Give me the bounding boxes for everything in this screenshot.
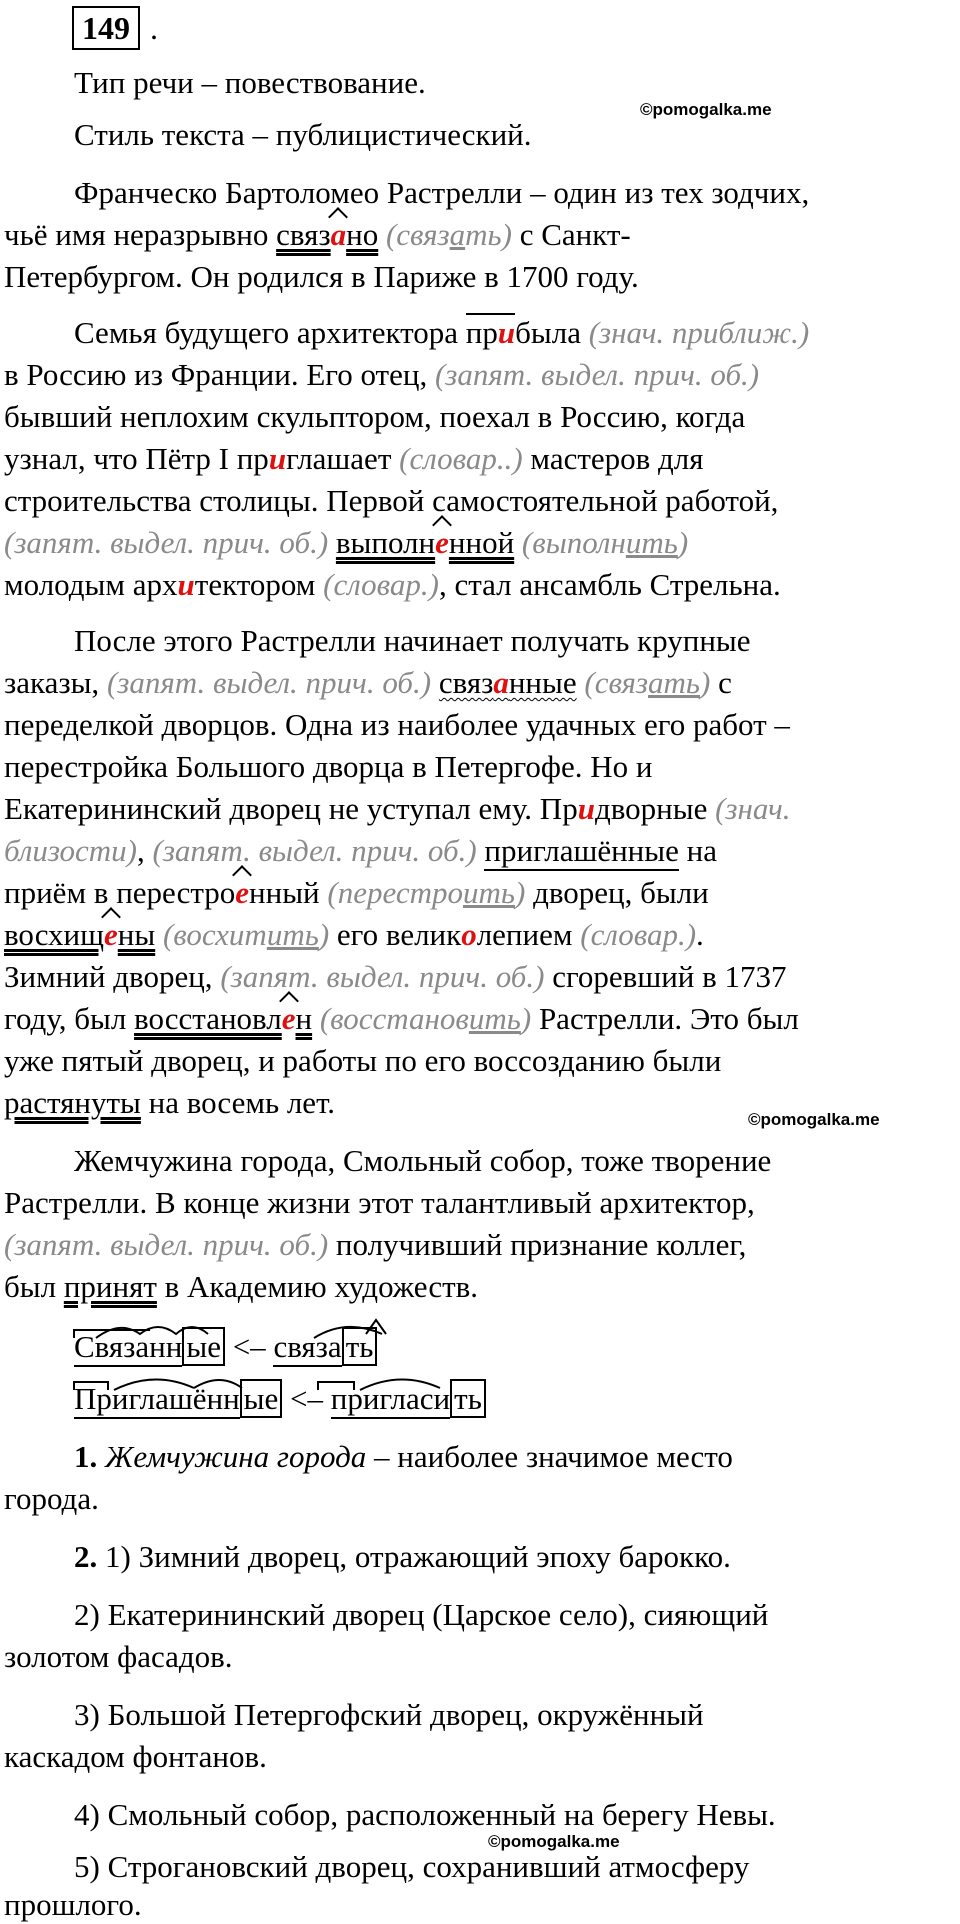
answer-number: 2. — [74, 1539, 98, 1574]
answer-2-item-2-line-1: 2) Екатерининский дворец (Царское село), сияющий — [74, 1597, 769, 1632]
text-segment: ) — [700, 665, 711, 700]
text-segment: была — [515, 315, 581, 350]
stressed-vowel: а — [330, 217, 347, 252]
text-segment: мастеров для — [522, 441, 704, 476]
stressed-vowel: и — [497, 315, 516, 350]
paragraph-4-line-1: Жемчужина города, Смольный собор, тоже творение — [74, 1143, 772, 1178]
answer-number: 1. — [74, 1439, 98, 1474]
answer-2-item-3-line-1: 3) Большой Петергофский дворец, окружённый — [74, 1697, 704, 1732]
text-segment: сгоревший в 1737 — [544, 959, 787, 994]
text-style-line: Стиль текста – публицистический. — [74, 117, 532, 152]
stressed-vowel: а — [493, 665, 509, 700]
text-segment: 1) Зимний дворец, отражающий эпоху барокко. — [97, 1539, 731, 1574]
paragraph-2-line-6 — [4, 524, 688, 562]
prefix-word — [466, 313, 515, 350]
text-segment: нные — [508, 665, 577, 700]
text-segment: ить — [468, 1001, 521, 1036]
text-segment: (выполн — [514, 525, 626, 560]
text-segment: ить — [462, 875, 515, 910]
morpheme-line-2 — [74, 1380, 486, 1418]
word-stem: Связанн — [74, 1329, 182, 1367]
word-stem: связа — [273, 1329, 341, 1367]
text-segment: но — [346, 217, 379, 252]
text-segment: заказы, — [4, 665, 107, 700]
text-segment: Зимний дворец, — [4, 959, 221, 994]
text-segment: чьё имя неразрывно — [4, 217, 277, 252]
paragraph-3-line-11: уже пятый дворец, и работы по его воссозданию были — [4, 1043, 722, 1078]
paragraph-3-line-6 — [4, 832, 717, 870]
text-segment: в Россию из Франции. Его отец, — [4, 357, 435, 392]
text-segment: Растрелли. Это был — [531, 1001, 799, 1036]
answer-1-line-2: города. — [4, 1481, 99, 1516]
text-segment: восстановл — [134, 1001, 282, 1036]
text-segment: дворец, были — [525, 875, 709, 910]
paragraph-3-line-3: переделкой дворцов. Одна из наиболее удачных его работ – — [4, 707, 790, 742]
text-segment: (восхит — [155, 917, 267, 952]
stressed-vowel: и — [177, 567, 195, 602]
text-segment: получивший признание коллег, — [328, 1227, 747, 1262]
answer-2-item-4: 4) Смольный собор, расположенный на берегу Невы. — [74, 1797, 776, 1832]
comment: (запят. выдел. прич. об.) — [4, 525, 329, 560]
participle-word — [439, 665, 577, 700]
comment: (словар..) — [399, 441, 523, 476]
comment — [320, 875, 526, 910]
answer-2-item-5-line-1: 5) Строгановский дворец, сохранивший атмосферу — [74, 1849, 750, 1884]
text-segment: а — [449, 217, 466, 252]
text-segment: Екатерининский дворец не уступал ему. Пр — [4, 791, 578, 826]
paragraph-3-line-7 — [4, 874, 709, 912]
text-segment: его велик — [329, 917, 462, 952]
text-segment: пр — [465, 315, 498, 350]
morpheme-line-1 — [74, 1328, 377, 1366]
text-segment: ть) — [465, 217, 512, 252]
paragraph-3-line-10 — [4, 1000, 799, 1038]
text-segment: связ — [276, 217, 331, 252]
word-ending: ть — [450, 1379, 486, 1418]
text-segment: на восемь лет. — [140, 1085, 336, 1120]
text-segment: лепием — [476, 917, 581, 952]
comment: (словар.) — [323, 567, 439, 602]
paragraph-4-line-3 — [4, 1226, 746, 1264]
text-segment: приём в перестро — [4, 875, 236, 910]
stressed-vowel: и — [577, 791, 595, 826]
text-segment: ить — [625, 525, 678, 560]
text-segment: (связ — [576, 665, 649, 700]
answer-2-item-5-line-2: прошлого. — [4, 1887, 142, 1922]
text-segment: был — [4, 1269, 64, 1304]
text-segment: н — [295, 1001, 313, 1036]
text-segment: году, был — [4, 1001, 135, 1036]
word-stem: пригласи — [331, 1381, 450, 1419]
paragraph-2-line-3: бывший неплохим скульптором, поехал в Россию, когда — [4, 399, 746, 434]
arrow: <– — [282, 1381, 331, 1416]
text-segment: Семья будущего архитектора — [74, 315, 466, 350]
stressed-vowel: е — [235, 875, 250, 910]
comment: (запят. выдел. прич. об.) — [106, 665, 432, 700]
paragraph-2-line-5: строительства столицы. Первой самостоятельной работой, — [4, 483, 779, 518]
stressed-vowel: о — [461, 917, 477, 952]
participle-word — [4, 917, 155, 952]
paragraph-2-line-7 — [4, 566, 781, 604]
participle-word — [134, 1001, 312, 1036]
comment: (запят. выдел. прич. об.) — [220, 959, 545, 994]
word-ending: ые — [182, 1327, 225, 1366]
participle-word: принят — [63, 1269, 157, 1304]
comment: (знач. приближ.) — [580, 315, 810, 350]
paragraph-3-line-1: После этого Растрелли начинает получать крупные — [74, 623, 751, 658]
text-segment: (перестро — [319, 875, 463, 910]
word-ending: ть — [342, 1327, 378, 1366]
answer-1-line-1 — [74, 1438, 733, 1476]
participle-word — [276, 217, 378, 252]
watermark: ©pomogalka.me — [640, 100, 772, 119]
text-segment: (восстанов — [312, 1001, 469, 1036]
text-segment: глашает — [286, 441, 400, 476]
text-segment: – наиболее значимое место — [366, 1439, 733, 1474]
comment: (запят. выдел. прич. об.) — [4, 1227, 329, 1262]
text-segment: , стал ансамбль Стрельна. — [438, 567, 781, 602]
text-segment: в Академию художеств. — [156, 1269, 479, 1304]
answer-term: Жемчужина города — [97, 1439, 367, 1474]
text-segment: дворные — [594, 791, 708, 826]
text-segment: ить — [266, 917, 319, 952]
paragraph-3-line-9 — [4, 958, 787, 996]
comment — [577, 665, 711, 700]
stressed-vowel: е — [435, 525, 449, 560]
text-segment: ) — [677, 525, 689, 560]
text-segment: ны — [117, 917, 156, 952]
exercise-number: 149 — [72, 6, 140, 50]
word-ending: ые — [240, 1379, 283, 1418]
paragraph-1-line-2 — [4, 216, 631, 254]
stressed-vowel: е — [104, 917, 118, 952]
participle-word: приглашённые — [484, 833, 678, 871]
text-segment: нный — [249, 875, 320, 910]
comment — [378, 217, 512, 252]
paragraph-1-line-1: Франческо Бартоломео Растрелли – один из тех зодчих, — [74, 175, 810, 210]
paragraph-3-line-4: перестройка Большого дворца в Петергофе. Но и — [4, 749, 653, 784]
text-segment: связ — [438, 665, 494, 700]
participle-word — [336, 525, 514, 560]
comment: близости) — [4, 833, 137, 868]
text-segment: ) — [318, 917, 330, 952]
text-segment: , — [137, 833, 153, 868]
text-segment: ать — [648, 665, 701, 700]
paragraph-2-line-4 — [4, 440, 704, 478]
stressed-vowel: е — [281, 1001, 296, 1036]
watermark: ©pomogalka.me — [488, 1832, 620, 1851]
text-segment: . — [696, 917, 704, 952]
answer-2-item-1 — [74, 1538, 731, 1576]
text-segment: (связ — [378, 217, 450, 252]
comment: (запят. выдел. прич. об.) — [152, 833, 477, 868]
comment — [514, 525, 688, 560]
paragraph-2-line-1 — [74, 314, 809, 352]
text-segment: молодым арх — [4, 567, 178, 602]
text-segment: тектором — [194, 567, 324, 602]
text-segment: выполн — [335, 525, 436, 560]
text-segment: восхищ — [4, 917, 105, 952]
answer-2-item-2-line-2: золотом фасадов. — [4, 1639, 233, 1674]
text-segment: ) — [520, 1001, 532, 1036]
paragraph-3-line-5 — [4, 790, 791, 828]
arrow: <– — [224, 1329, 274, 1364]
text-segment: на — [678, 833, 717, 868]
answer-2-item-3-line-2: каскадом фонтанов. — [4, 1739, 267, 1774]
paragraph-3-line-12 — [4, 1084, 335, 1122]
comment: (запят. выдел. прич. об.) — [434, 357, 760, 392]
exercise-number-dot: . — [150, 10, 158, 46]
text-segment: узнал, что Пётр I пр — [4, 441, 269, 476]
comment: (знач. — [707, 791, 791, 826]
paragraph-4-line-4 — [4, 1268, 478, 1306]
text-segment: с Санкт- — [511, 217, 631, 252]
comment — [155, 917, 329, 952]
paragraph-3-line-2 — [4, 664, 732, 702]
comment — [312, 1001, 531, 1036]
text-segment: с — [710, 665, 732, 700]
text-segment: нной — [448, 525, 515, 560]
participle-word: растянуты — [4, 1085, 141, 1120]
comment: (словар.) — [580, 917, 697, 952]
paragraph-3-line-8 — [4, 916, 704, 954]
stressed-vowel: и — [268, 441, 287, 476]
paragraph-4-line-2: Растрелли. В конце жизни этот талантливый архитектор, — [4, 1185, 755, 1220]
paragraph-2-line-2 — [4, 356, 759, 394]
word-stem: Приглашённ — [74, 1381, 240, 1419]
paragraph-1-line-3: Петербургом. Он родился в Париже в 1700 году. — [4, 259, 639, 294]
text-segment: ) — [514, 875, 526, 910]
speech-type-line: Тип речи – повествование. — [74, 65, 426, 100]
watermark: ©pomogalka.me — [748, 1110, 880, 1129]
